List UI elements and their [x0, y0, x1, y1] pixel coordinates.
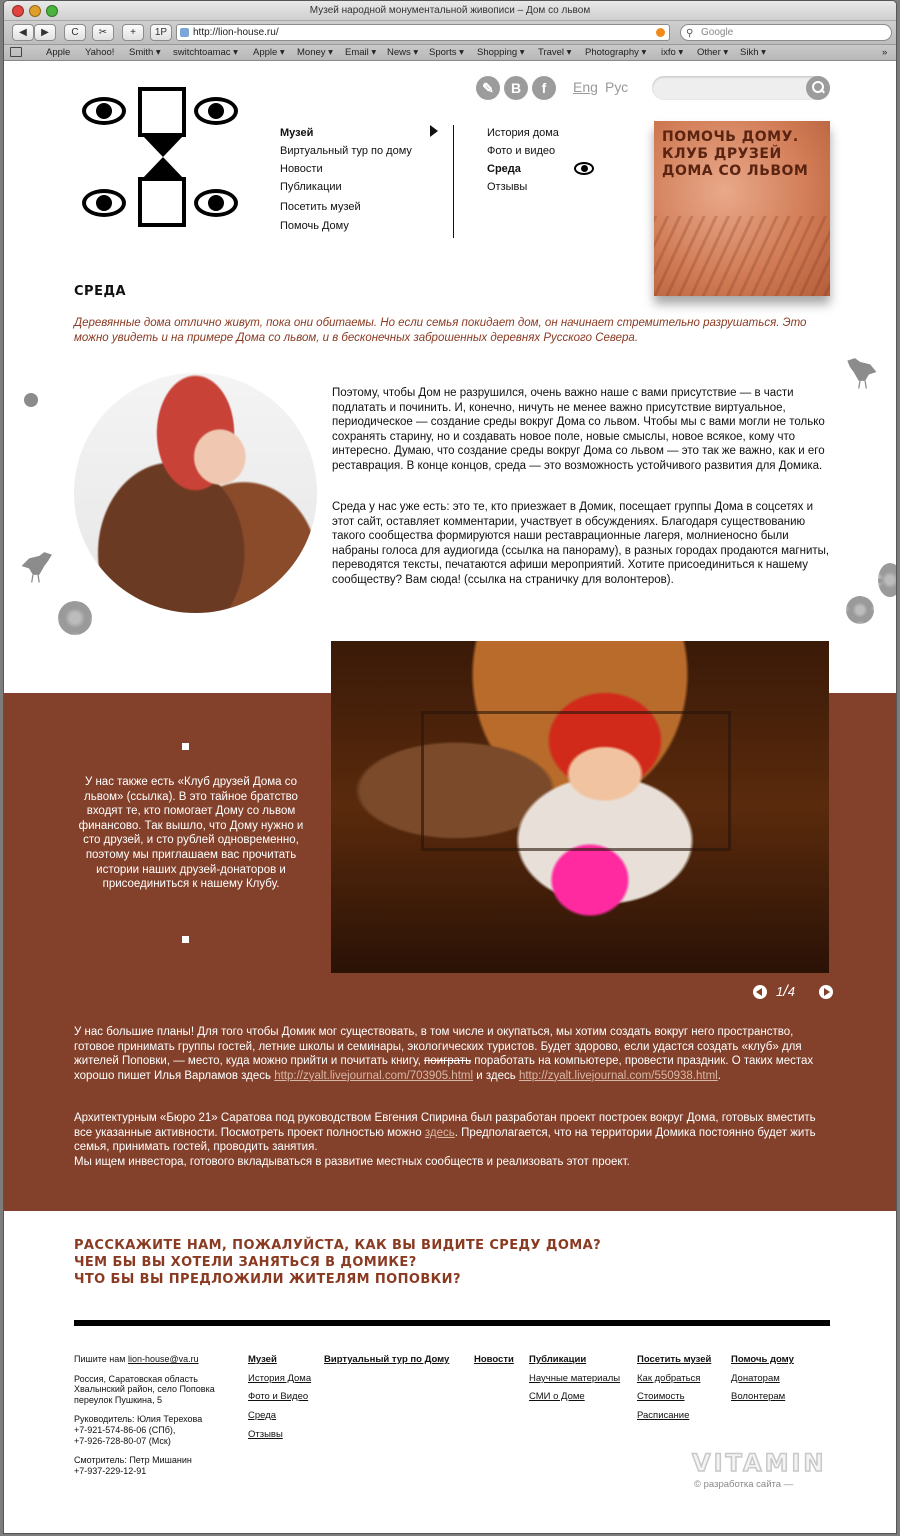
- favicon-icon: [180, 28, 189, 37]
- decor-scribble: [878, 563, 897, 597]
- slide-frame: [421, 711, 731, 851]
- snap-button[interactable]: ✂: [92, 24, 114, 41]
- plans-paragraph: У нас большие планы! Для того чтобы Домик мог существовать, в том числе и окупаться, мы хотим создать вокруг него пространство, готовое принимать группы гостей, летние школы и семинары, экологических туристов. Будет здорово, если удастся создать «клуб» для жителей Поповки, — место, куда можно прийти и почитать книгу, поиграть поработать на компьютере, провести праздник. О таких местах хорошо пишет Илья Варламов здесь http://zyalt.livejournal.com/703905.html и здесь http://zyalt.livejournal.com/550938.html.: [74, 1026, 814, 1082]
- footer-link[interactable]: Научные материалы: [529, 1373, 621, 1384]
- current-page-eye-icon: [574, 162, 594, 175]
- nav-item-publications[interactable]: Публикации: [280, 181, 342, 193]
- bookmark-item[interactable]: Sikh ▾: [740, 47, 766, 58]
- site-search-input[interactable]: [652, 76, 830, 100]
- footer-email-line: Пишите нам lion-house@va.ru: [74, 1354, 199, 1364]
- footer-link[interactable]: Отзывы: [248, 1429, 283, 1440]
- footer-link[interactable]: СМИ о Доме: [529, 1391, 585, 1402]
- bookmark-item[interactable]: Money ▾: [297, 47, 333, 58]
- bookmark-item[interactable]: Photography ▾: [585, 47, 647, 58]
- nav-item-virtual-tour[interactable]: Виртуальный тур по дому: [280, 145, 412, 157]
- woman-in-scarf-photo: [74, 373, 317, 613]
- varlamov-link-1[interactable]: http://zyalt.livejournal.com/703905.html: [274, 1069, 474, 1082]
- site-search-icon[interactable]: [806, 76, 830, 100]
- rss-icon[interactable]: [656, 28, 665, 37]
- vkontakte-icon[interactable]: В: [504, 76, 528, 100]
- slide-counter: 1/4: [776, 983, 795, 1000]
- question-1: РАССКАЖИТЕ НАМ, ПОЖАЛУЙСТА, КАК ВЫ ВИДИТЕ СРЕДУ ДОМА?: [74, 1238, 602, 1253]
- footer-link[interactable]: Расписание: [637, 1410, 690, 1421]
- hourglass-icon: [138, 87, 188, 227]
- subnav-item-reviews[interactable]: Отзывы: [487, 181, 528, 193]
- footer-keeper: Смотритель: Петр Мишанин +7-937-229-12-91: [74, 1455, 192, 1476]
- footer-divider: [74, 1320, 830, 1326]
- nav-item-help[interactable]: Помочь Дому: [280, 220, 349, 232]
- bookmark-item[interactable]: Other ▾: [697, 47, 729, 58]
- lang-rus-link[interactable]: Рус: [605, 79, 629, 95]
- subnav-item-photo-video[interactable]: Фото и видео: [487, 145, 556, 157]
- bookmark-item[interactable]: News ▾: [387, 47, 419, 58]
- slide-prev-button[interactable]: [753, 985, 767, 999]
- question-3: ЧТО БЫ ВЫ ПРЕДЛОЖИЛИ ЖИТЕЛЯМ ПОПОВКИ?: [74, 1272, 461, 1287]
- web-page: [4, 63, 897, 1534]
- nav-item-news[interactable]: Новости: [280, 163, 323, 175]
- footer-head-publications[interactable]: Публикации: [529, 1354, 587, 1365]
- developer-logo[interactable]: VITAMIN: [692, 1449, 827, 1477]
- architecture-paragraph: Архитектурным «Бюро 21» Саратова под руководством Евгения Спирина был разработан проект построек вокруг Дома, готовых вместить все указанные активности. Посмотреть проект полностью можно здесь. Предполагается, что на территории Домика постоянно будет жить семья, принимать гостей, проводить занятия. Мы ищем инвестора, готового вкладываться в развитие местных сообществ и реализовать этот проект.: [74, 1112, 816, 1168]
- decor-scribble: [58, 601, 92, 635]
- subnav-item-history[interactable]: История дома: [487, 127, 559, 139]
- bookmark-item[interactable]: Yahoo!: [85, 47, 115, 58]
- site-logo[interactable]: [80, 85, 246, 229]
- bookmarks-book-icon[interactable]: [10, 47, 22, 57]
- search-icon: ⚲: [686, 28, 694, 39]
- footer-head-help[interactable]: Помочь дому: [731, 1354, 794, 1365]
- reload-button[interactable]: C: [64, 24, 86, 41]
- logo-eye-icon: [194, 97, 238, 125]
- subnav-item-environment[interactable]: Среда: [487, 163, 521, 175]
- paragraph-community: Среда у нас уже есть: это те, кто приезжает в Домик, посещает группы Дома в соцсетях и этот сайт, оставляет комментарии, участвует в обсуждениях. Благодаря существованию такого сообщества формируются наши реставрационные лагеря, молниеносно были набраны голоса для аудиогида (ссылка на панораму), в разных городах продаются магниты, переводятся тексты, печатаются афиши мероприятий. Хотите присоединиться к нашему сообществу? Вам сюда! (ссылка на страничку для волонтеров).: [332, 501, 830, 586]
- footer-link[interactable]: Среда: [248, 1410, 277, 1421]
- footer-link[interactable]: Стоимость: [637, 1391, 685, 1402]
- question-2: ЧЕМ БЫ ВЫ ХОТЕЛИ ЗАНЯТЬСЯ В ДОМИКЕ?: [74, 1255, 417, 1270]
- bookmark-item[interactable]: Email ▾: [345, 47, 377, 58]
- search-placeholder: Google: [701, 27, 734, 38]
- paragraph-presence: Поэтому, чтобы Дом не разрушился, очень важно наше с вами присутствие — в части подлатать и починить. И, конечно, ничуть не менее важно присутствие виртуальное, периодическое — создание среды вокруг Дома со львом. Чтобы мы с вами могли не только сохранять старину, но и создавать новое поле, новые смыслы, новое всякое, кому что интересно. Думаю, что создание среды вокруг Дома со львом — это так же важно, как и его реставрация. В конце концов, среда — это возможность устойчивого развития для Домика.: [332, 387, 825, 472]
- bird-icon: [830, 353, 890, 391]
- bookmark-item[interactable]: Shopping ▾: [477, 47, 525, 58]
- footer-address: Россия, Саратовская область Хвалынский район, село Поповка переулок Пушкина, 5: [74, 1373, 215, 1405]
- bookmark-item[interactable]: Sports ▾: [429, 47, 464, 58]
- forward-button[interactable]: ▶: [34, 24, 56, 41]
- window-title: Музей народной монументальной живописи – Дом со львом: [309, 5, 591, 16]
- bookmark-item[interactable]: Apple ▾: [253, 47, 285, 58]
- decor-scribble: [846, 596, 874, 624]
- footer-link[interactable]: Фото и Видео: [248, 1391, 309, 1402]
- decor-square: [182, 936, 189, 943]
- nav-item-museum[interactable]: Музей: [280, 127, 314, 139]
- lang-eng-link[interactable]: Eng: [573, 79, 598, 95]
- footer-link[interactable]: Донаторам: [731, 1373, 780, 1384]
- add-bookmark-button[interactable]: +: [122, 24, 144, 41]
- footer-head-museum[interactable]: Музей: [248, 1354, 277, 1365]
- page-title: СРЕДА: [74, 284, 127, 299]
- address-text: http://lion-house.ru/: [193, 27, 279, 38]
- bird-icon: [8, 547, 68, 585]
- decor-square: [182, 743, 189, 750]
- browser-window: [3, 0, 897, 1534]
- facebook-icon[interactable]: f: [532, 76, 556, 100]
- slide-next-button[interactable]: [819, 985, 833, 999]
- bookmark-item[interactable]: switchtoamac ▾: [173, 47, 238, 58]
- developer-credit: © разработка сайта —: [694, 1479, 794, 1490]
- livejournal-icon[interactable]: ✎: [476, 76, 500, 100]
- logo-eye-icon: [82, 97, 126, 125]
- project-link[interactable]: здесь: [424, 1126, 455, 1139]
- footer-head-news[interactable]: Новости: [474, 1354, 514, 1365]
- nav-divider: [453, 125, 454, 238]
- footer-email-link[interactable]: lion-house@va.ru: [127, 1354, 199, 1364]
- bookmark-item[interactable]: Apple: [46, 47, 71, 58]
- footer-head-visit[interactable]: Посетить музей: [637, 1354, 712, 1365]
- banner-title: ПОМОЧЬ ДОМУ. КЛУБ ДРУЗЕЙ ДОМА СО ЛЬВОМ: [662, 129, 809, 179]
- logo-eye-icon: [82, 189, 126, 217]
- nav-item-visit[interactable]: Посетить музей: [280, 201, 361, 213]
- footer-link[interactable]: Волонтерам: [731, 1391, 786, 1402]
- logo-eye-icon: [194, 189, 238, 217]
- title-bar: [4, 1, 896, 21]
- footer-link[interactable]: История Дома: [248, 1373, 312, 1384]
- strikethrough-word: поиграть: [424, 1055, 472, 1068]
- address-bar[interactable]: [176, 24, 670, 41]
- footer-link[interactable]: Как добраться: [637, 1373, 701, 1384]
- slideshow-image[interactable]: [331, 641, 829, 973]
- bookmark-item[interactable]: Smith ▾: [129, 47, 161, 58]
- onepassword-button[interactable]: 1P: [150, 24, 172, 41]
- club-text: У нас также есть «Клуб друзей Дома со львом» (ссылка). В это тайное братство входят те, кто помогает Дому со львом финансово. Так вышло, что Дому нужно и сто друзей, и сто рублей одновременно, поэтому мы приглашаем вас прочитать истории наших друзей-донаторов и присоединиться к нашему Клубу.: [78, 776, 304, 891]
- decor-dot: [24, 393, 38, 407]
- footer-contacts: [74, 1354, 244, 1476]
- varlamov-link-2[interactable]: http://zyalt.livejournal.com/550938.html: [518, 1069, 718, 1082]
- browser-toolbar: [4, 21, 896, 45]
- nav-arrow-icon: [430, 125, 438, 137]
- intro-text: Деревянные дома отлично живут, пока они обитаемы. Но если семья покидает дом, он начинает стремительно разрушаться. Это можно увидеть и на примере Дома со львом, и в бесконечных заброшенных деревнях Русского Севера.: [74, 317, 807, 344]
- bookmark-item[interactable]: ixfo ▾: [661, 47, 684, 58]
- help-club-banner[interactable]: [654, 121, 830, 296]
- browser-search-field[interactable]: [680, 24, 892, 41]
- bookmarks-overflow[interactable]: »: [882, 47, 888, 58]
- questions-block: [74, 1237, 830, 1288]
- wood-texture: [654, 216, 830, 296]
- footer-head-virtual-tour[interactable]: Виртуальный тур по Дому: [324, 1354, 450, 1365]
- back-button[interactable]: ◀: [12, 24, 34, 41]
- bookmarks-bar: [4, 45, 896, 61]
- footer-director: Руководитель: Юлия Терехова +7-921-574-86-06 (СПб), +7-926-728-80-07 (Мск): [74, 1414, 203, 1446]
- bookmark-item[interactable]: Travel ▾: [538, 47, 572, 58]
